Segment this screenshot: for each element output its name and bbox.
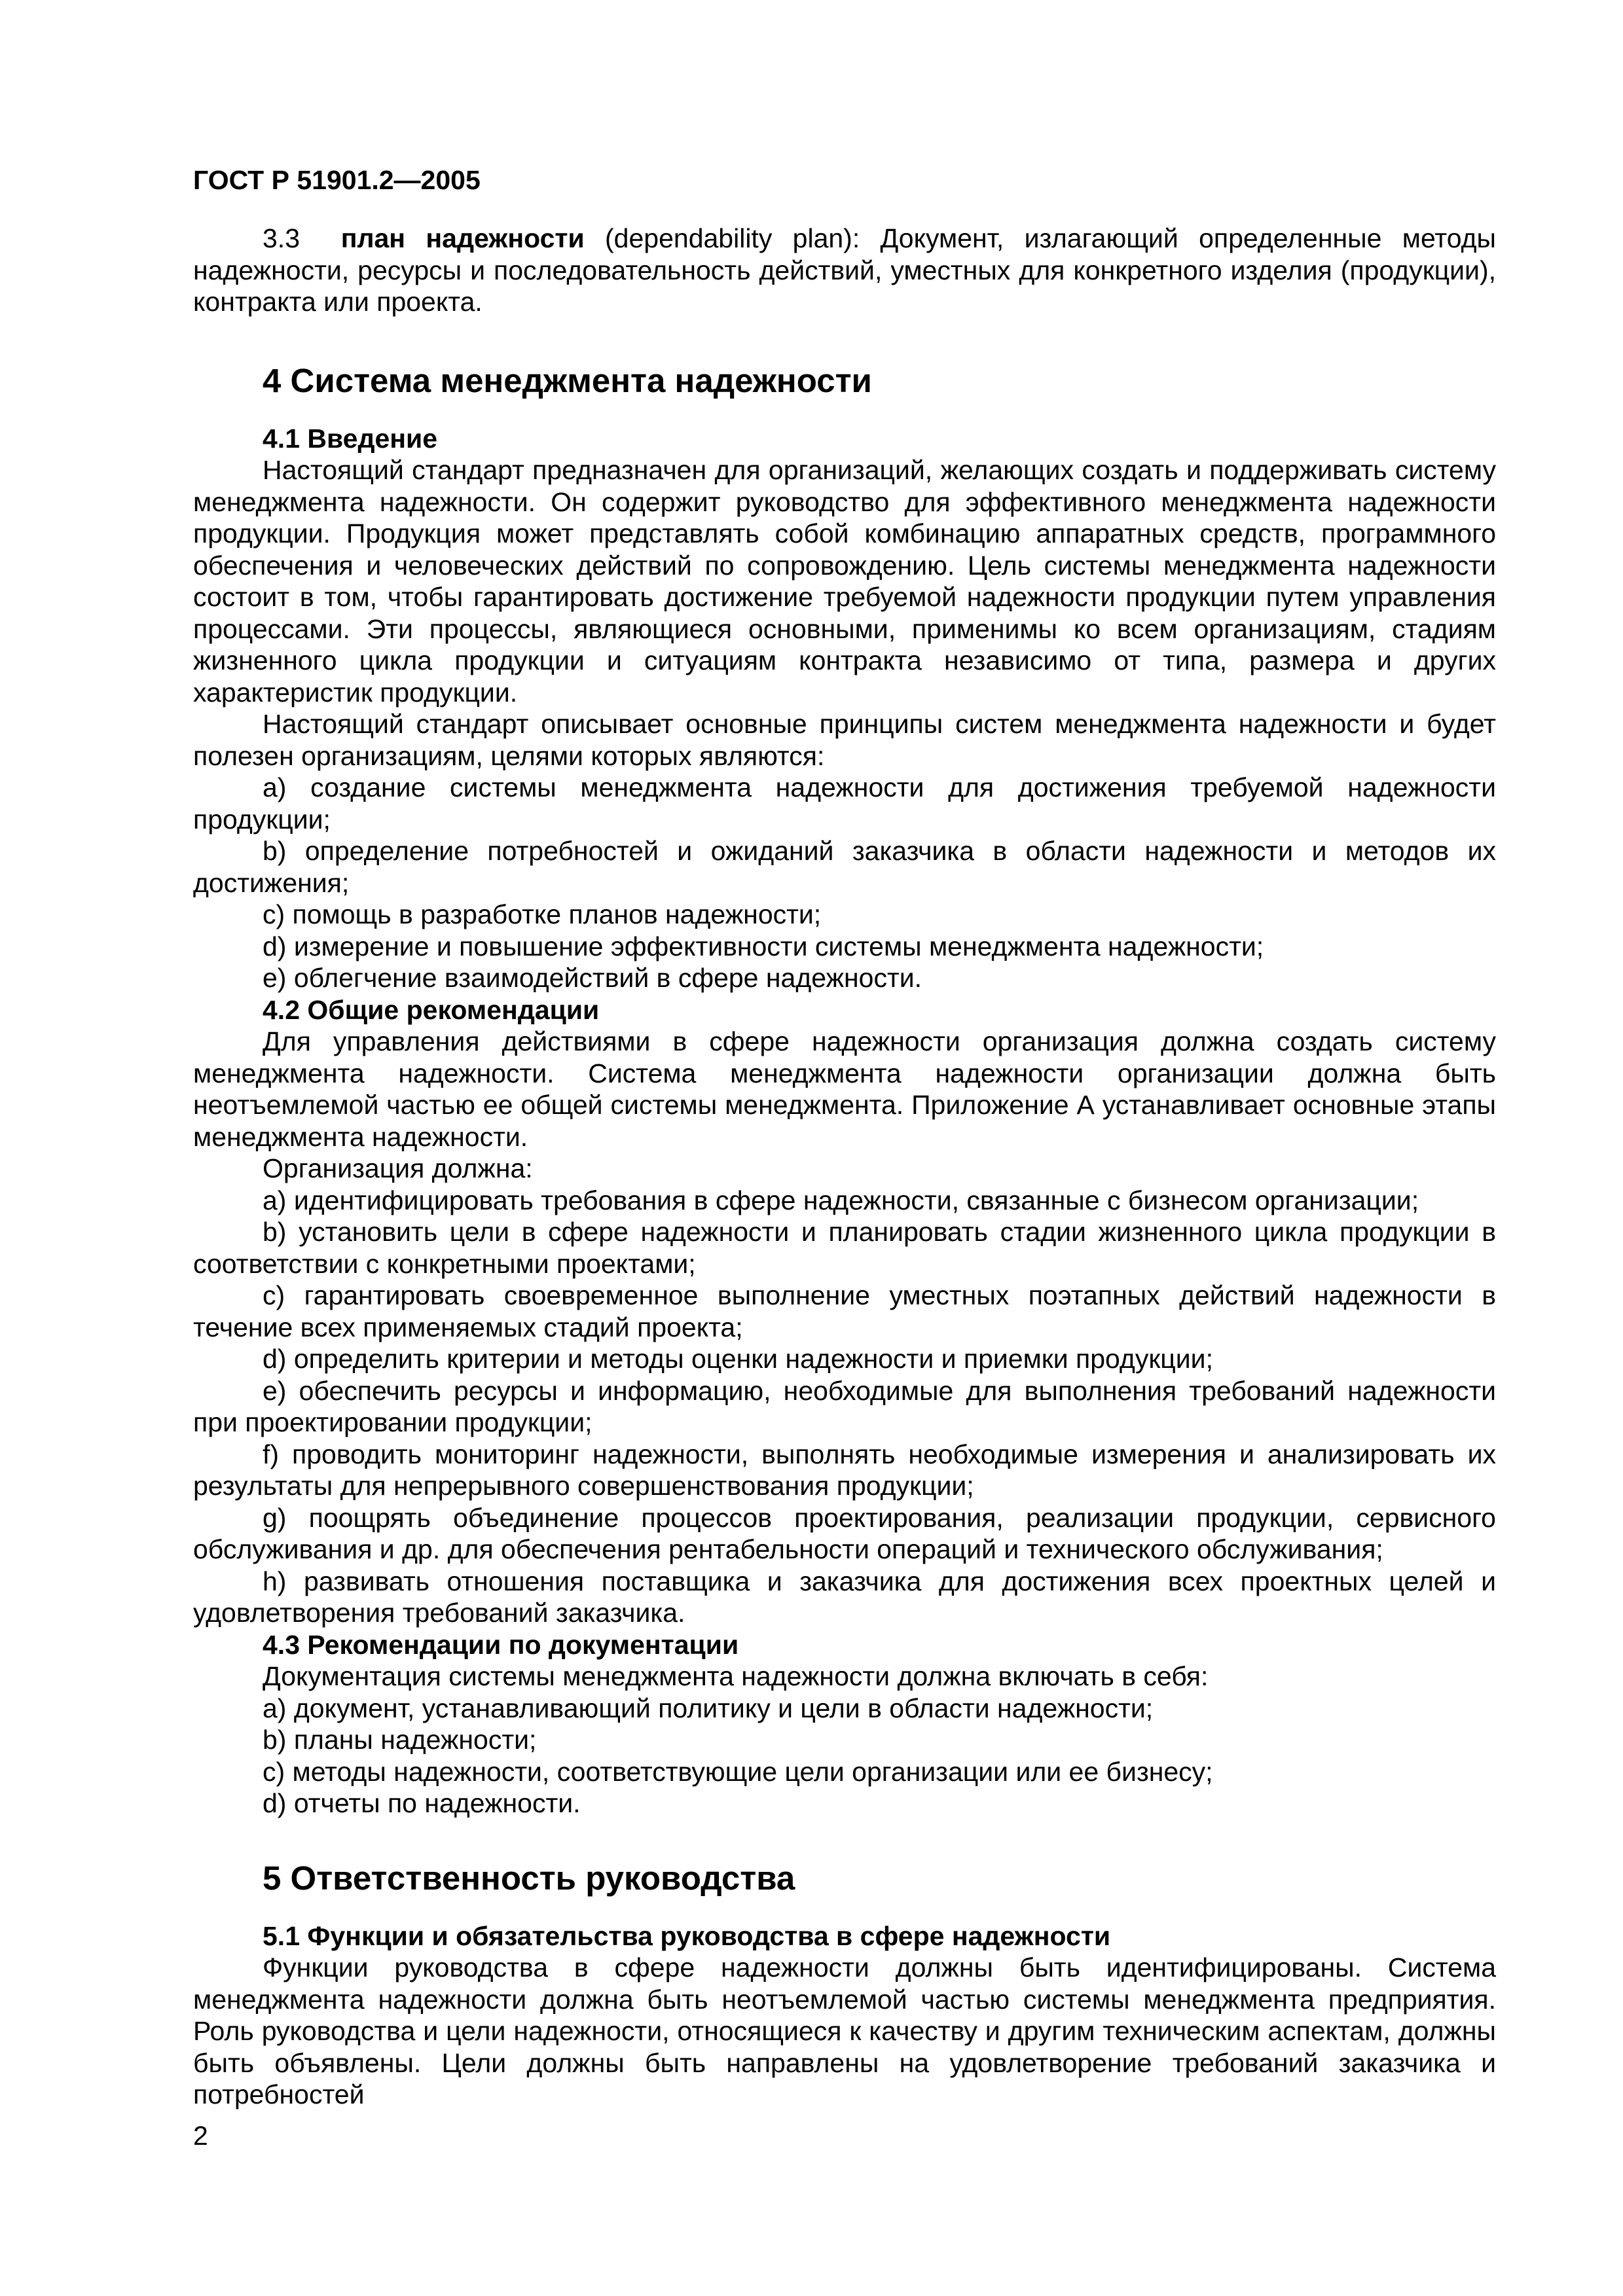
list-item: a) создание системы менеджмента надежности для достижения требуемой надежности продукции; xyxy=(193,772,1496,834)
list-item: b) установить цели в сфере надежности и планировать стадии жизненного цикла продукции в соответствии с конкретными проектами; xyxy=(193,1217,1496,1279)
term-text: (dependability plan): Документ, излагающий определенные методы надежности, ресурсы и последовательность действий, уместных для конкретного изделия (продукции), контракта или проекта. xyxy=(193,223,1496,317)
list-item: a) идентифицировать требования в сфере надежности, связанные с бизнесом организации; xyxy=(263,1185,1419,1215)
section-4-1-list xyxy=(193,772,1496,994)
section-4-title: 4 Система менеджмента надежности xyxy=(263,361,872,399)
term-name: план надежности xyxy=(340,223,585,253)
section-4-1-title: 4.1 Введение xyxy=(263,423,438,454)
list-item: a) документ, устанавливающий политику и цели в области надежности; xyxy=(263,1693,1154,1723)
document-body xyxy=(193,223,1496,2111)
section-4-2-title: 4.2 Общие рекомендации xyxy=(263,994,600,1025)
list-item: b) планы надежности; xyxy=(263,1725,537,1755)
list-item: f) проводить мониторинг надежности, выполнять необходимые измерения и анализировать их результаты для непрерывного совершенствования продукции; xyxy=(193,1439,1496,1501)
list-item: e) обеспечить ресурсы и информацию, необходимые для выполнения требований надежности при проектировании продукции; xyxy=(193,1375,1496,1437)
list-item: d) отчеты по надежности. xyxy=(263,1788,581,1818)
section-5-title: 5 Ответственность руководства xyxy=(263,1859,795,1897)
list-item: b) определение потребностей и ожиданий заказчика в области надежности и методов их достижения; xyxy=(193,836,1496,898)
section-5-1-title: 5.1 Функции и обязательства руководства в сфере надежности xyxy=(263,1920,1111,1951)
list-item: c) помощь в разработке планов надежности; xyxy=(263,899,822,929)
list-item: c) методы надежности, соответствующие цели организации или ее бизнесу; xyxy=(263,1756,1213,1787)
section-4-3-title: 4.3 Рекомендации по документации xyxy=(263,1629,739,1660)
list-item: e) облегчение взаимодействий в сфере надежности. xyxy=(263,963,922,993)
list-item: g) поощрять объединение процессов проектирования, реализации продукции, сервисного обслуживания и др. для обеспечения рентабельности операций и технического обслуживания; xyxy=(193,1502,1496,1564)
section-4-2-list xyxy=(193,1185,1496,1629)
section-4-2-paragraph: Организация должна: xyxy=(263,1153,533,1183)
section-4-1-paragraph: Настоящий стандарт предназначен для организаций, желающих создать и поддерживать систему менеджмента надежности. Он содержит руководство для эффективного менеджмента надежности продукции. Продукция может представлять собой комбинацию аппаратных средств, программного обеспечения и человеческих действий по сопровождению. Цель системы менеджмента надежности состоит в том, чтобы гарантировать достижение требуемой надежности продукции путем управления процессами. Эти процессы, являющиеся основными, применимы ко всем организациям, стадиям жизненного цикла продукции и ситуациям контракта независимо от типа, размера и других характеристик продукции. xyxy=(193,455,1496,708)
list-item: d) измерение и повышение эффективности системы менеджмента надежности; xyxy=(263,931,1264,961)
list-item: d) определить критерии и методы оценки надежности и приемки продукции; xyxy=(263,1344,1213,1374)
section-4-1-paragraph: Настоящий стандарт описывает основные принципы систем менеджмента надежности и будет полезен организациям, целями которых являются: xyxy=(193,709,1496,771)
section-4-3-list xyxy=(193,1693,1496,1820)
term-number: 3.3 xyxy=(263,223,300,253)
page-number: 2 xyxy=(193,2121,208,2151)
list-item: c) гарантировать своевременное выполнение уместных поэтапных действий надежности в течение всех применяемых стадий проекта; xyxy=(193,1280,1496,1342)
document-header: ГОСТ Р 51901.2—2005 xyxy=(193,165,481,195)
list-item: h) развивать отношения поставщика и заказчика для достижения всех проектных целей и удовлетворения требований заказчика. xyxy=(193,1566,1496,1628)
term-definition xyxy=(193,223,1496,318)
section-4-2-paragraph: Для управления действиями в сфере надежности организация должна создать систему менеджмента надежности. Система менеджмента надежности организации должна быть неотъемлемой частью ее общей системы менеджмента. Приложение А устанавливает основные этапы менеджмента надежности. xyxy=(193,1026,1496,1152)
section-5-1-paragraph: Функции руководства в сфере надежности должны быть идентифицированы. Система менеджмента надежности должна быть неотъемлемой частью системы менеджмента предприятия. Роль руководства и цели надежности, относящиеся к качеству и другим техническим аспектам, должны быть объявлены. Цели должны быть направлены на удовлетворение требований заказчика и потребностей xyxy=(193,1952,1496,2109)
section-4-3-paragraph: Документация системы менеджмента надежности должна включать в себя: xyxy=(263,1661,1209,1691)
